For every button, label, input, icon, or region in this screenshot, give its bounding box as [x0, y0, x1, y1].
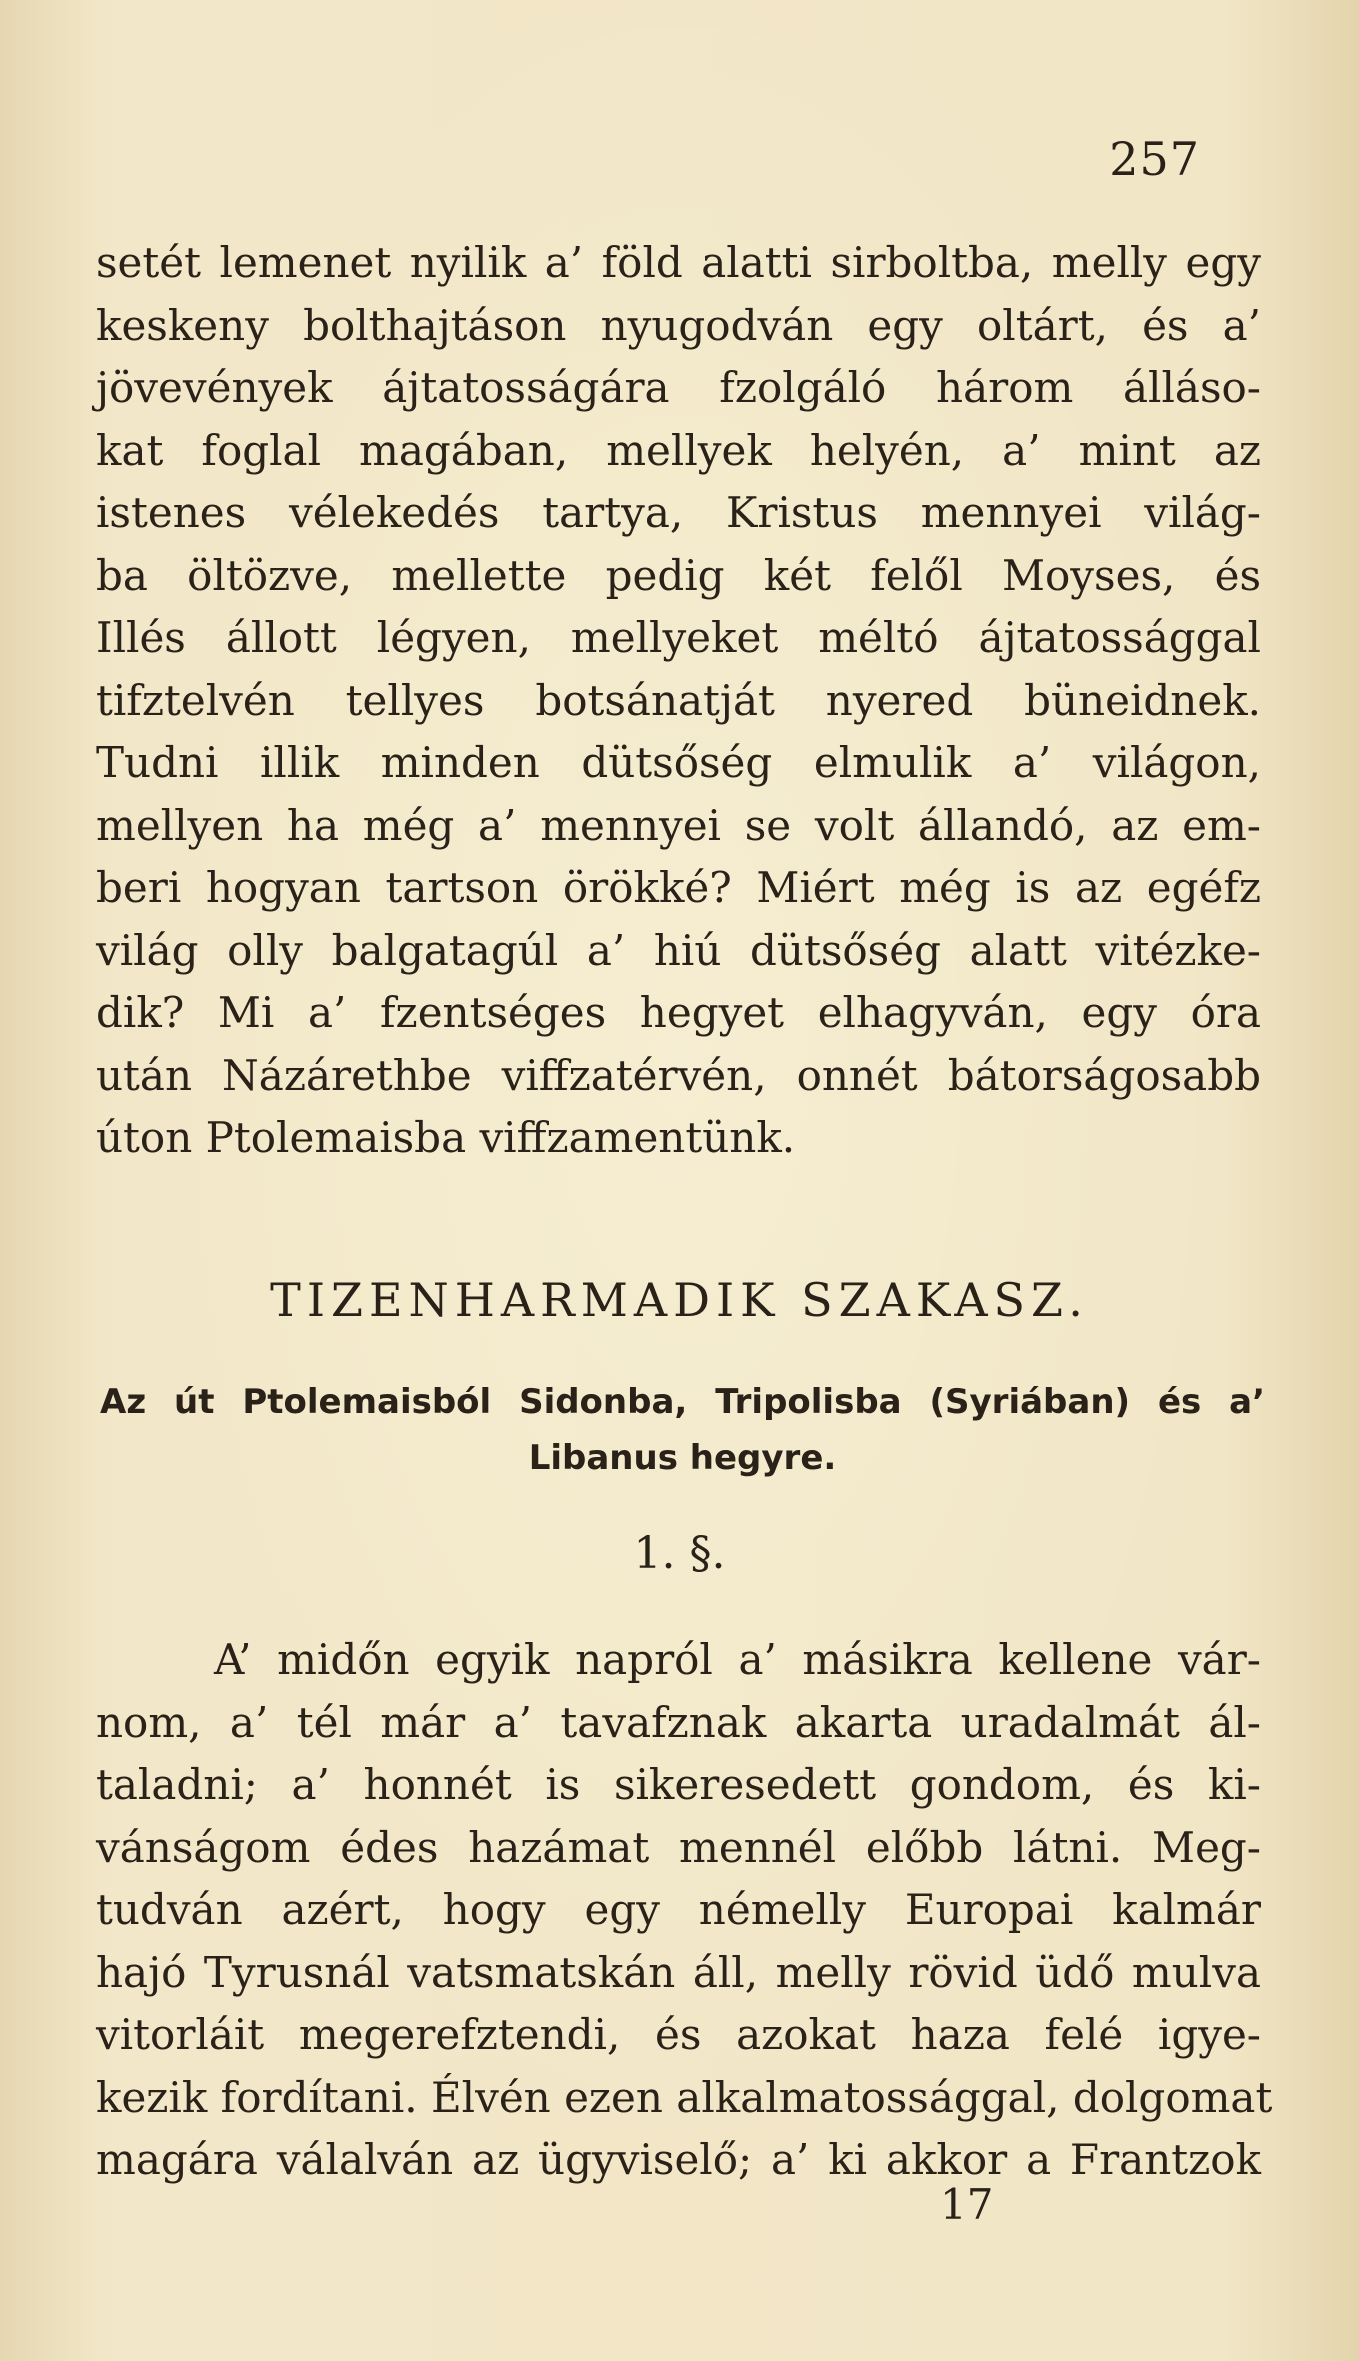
text-line: világ olly balgatagúl a’ hiú dütsőség alatt vitézke- — [96, 925, 1261, 975]
text-line: keskeny bolthajtáson nyugodván egy oltárt, és a’ — [96, 300, 1261, 350]
text-line: után Názárethbe viffzatérvén, onnét bátorságosabb — [96, 1050, 1261, 1100]
text-line: tudván azért, hogy egy némelly Europai kalmár — [96, 1885, 1261, 1934]
chapter-subtitle: Az út Ptolemaisból Sidonba, Tripolisba (Syriában) és a’ — [100, 1382, 1265, 1422]
text-line: nom, a’ tél már a’ tavafznak akarta uradalmát ál- — [96, 1697, 1261, 1747]
page-number: 257 — [1109, 132, 1200, 186]
text-line: istenes vélekedés tartya, Kristus mennyei világ- — [96, 488, 1261, 537]
text-line: jövevények ájtatosságára fzolgáló három álláso- — [96, 363, 1261, 412]
section-mark: 1. §. — [633, 1528, 726, 1579]
text-line: taladni; a’ honnét is sikeresedett gondom, és ki- — [96, 1760, 1261, 1809]
text-line: hajó Tyrusnál vatsmatskán áll, melly rövid üdő mulva — [96, 1947, 1261, 1997]
text-line: tifztelvén tellyes botsánatját nyered büneidnek. — [96, 675, 1261, 725]
text-line: Illés állott légyen, mellyeket méltó ájtatossággal — [96, 613, 1261, 662]
paragraph-1 — [96, 232, 1261, 1170]
chapter-heading: TIZENHARMADIK SZAKASZ. — [270, 1273, 1089, 1327]
text-line: kezik fordítani. Élvén ezen alkalmatossággal, dolgomat — [96, 2072, 1273, 2122]
text-line: úton Ptolemaisba viffzamentünk. — [96, 1113, 796, 1162]
text-line: vánságom édes hazámat mennél előbb látni. Meg- — [96, 1822, 1261, 1872]
paragraph-2 — [96, 1629, 1273, 2192]
text-line: magára válalván az ügyviselő; a’ ki akkor a Frantzok — [96, 2135, 1261, 2184]
text-line: ba öltözve, mellette pedig két felől Moyses, és — [96, 550, 1261, 600]
text-line: vitorláit megerefztendi, és azokat haza felé igye- — [96, 2010, 1261, 2059]
text-line: beri hogyan tartson örökké? Miért még is az egéfz — [96, 863, 1261, 912]
text-line: dik? Mi a’ fzentséges hegyet elhagyván, egy óra — [96, 988, 1261, 1037]
text-line: Tudni illik minden dütsőség elmulik a’ világon, — [96, 738, 1261, 787]
text-line: setét lemenet nyilik a’ föld alatti sirboltba, melly egy — [96, 238, 1261, 287]
text-line: mellyen ha még a’ mennyei se volt állandó, az em- — [96, 800, 1261, 850]
signature-mark: 17 — [940, 2180, 994, 2229]
text-line: A’ midőn egyik napról a’ másikra kellene vár- — [214, 1635, 1261, 1684]
text-line: kat foglal magában, mellyek helyén, a’ mint az — [96, 425, 1261, 475]
chapter-subtitle: Libanus hegyre. — [528, 1438, 837, 1478]
